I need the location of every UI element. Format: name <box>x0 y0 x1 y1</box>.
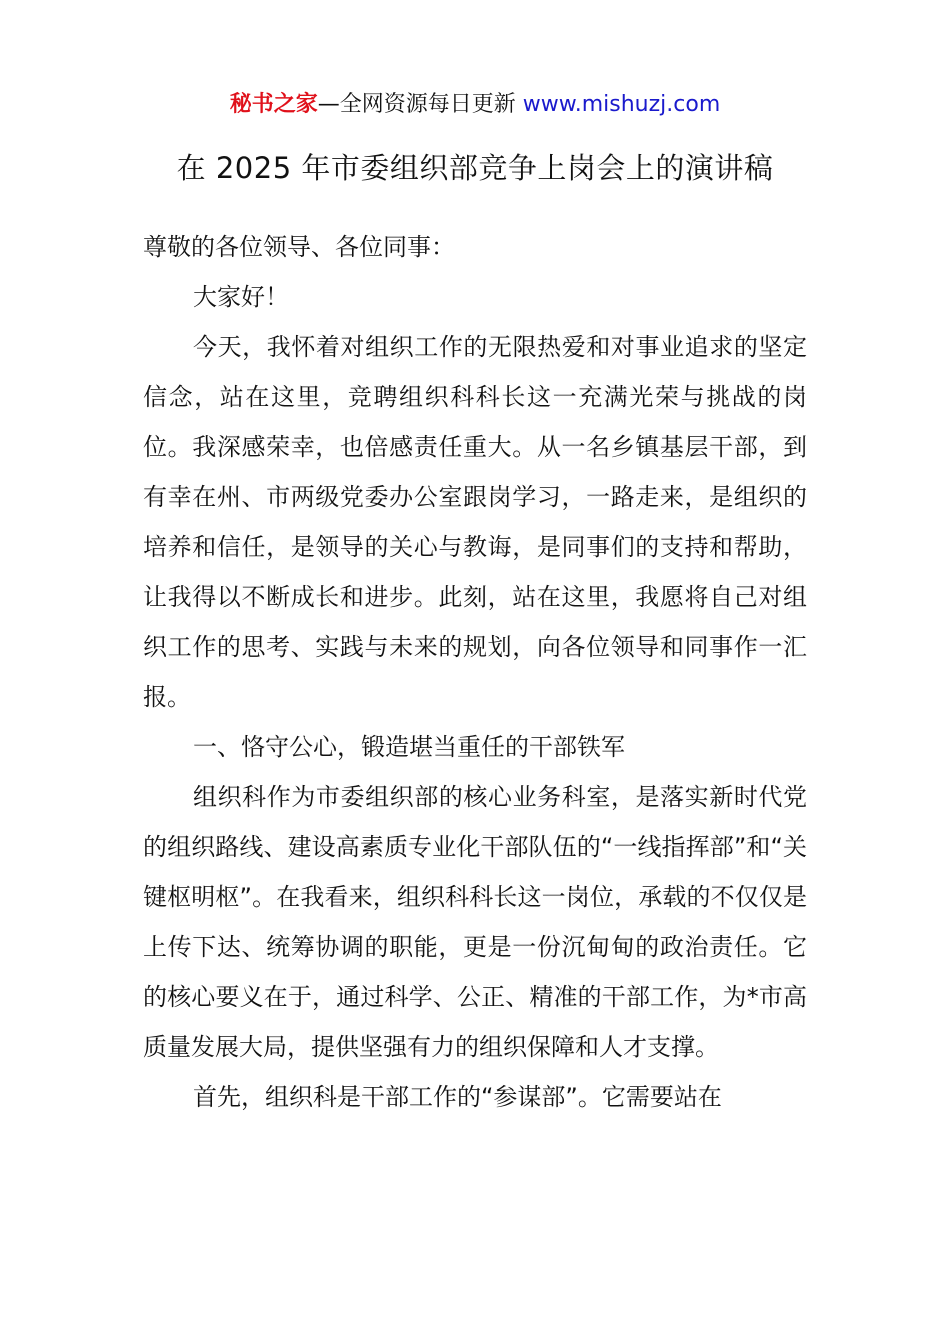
header-tagline: —全网资源每日更新 <box>317 92 523 117</box>
document-body <box>143 222 807 1122</box>
site-url-link[interactable]: www.mishuzj.com <box>522 92 721 117</box>
site-header <box>0 88 950 122</box>
salutation: 尊敬的各位领导、各位同事： <box>143 233 455 261</box>
paragraph: 组织科作为市委组织部的核心业务科室，是落实新时代党的组织路线、建设高素质专业化干部队伍的“一线指挥部”和“关键枢明枢”。在我看来，组织科科长这一岗位，承载的不仅仅是上传下达、统筹协调的职能，更是一份沉甸甸的政治责任。它的核心要义在于，通过科学、公正、精准的干部工作，为*市高质量发展大局，提供坚强有力的组织保障和人才支撑。 <box>143 783 807 1061</box>
greeting: 大家好！ <box>193 283 289 311</box>
paragraph: 首先，组织科是干部工作的“参谋部”。它需要站在 <box>193 1083 722 1111</box>
brand-name: 秘书之家 <box>229 92 318 117</box>
document-title: 在 2025 年市委组织部竞争上岗会上的演讲稿 <box>176 151 774 185</box>
paragraph: 今天，我怀着对组织工作的无限热爱和对事业追求的坚定信念，站在这里，竞聘组织科科长这一充满光荣与挑战的岗位。我深感荣幸，也倍感责任重大。从一名乡镇基层干部，到有幸在州、市两级党委办公室跟岗学习，一路走来，是组织的培养和信任，是领导的关心与教诲，是同事们的支持和帮助，让我得以不断成长和进步。此刻，站在这里，我愿将自己对组织工作的思考、实践与未来的规划，向各位领导和同事作一汇报。 <box>143 333 807 711</box>
section-heading: 一、恪守公心，锻造堪当重任的干部铁军 <box>193 733 625 761</box>
